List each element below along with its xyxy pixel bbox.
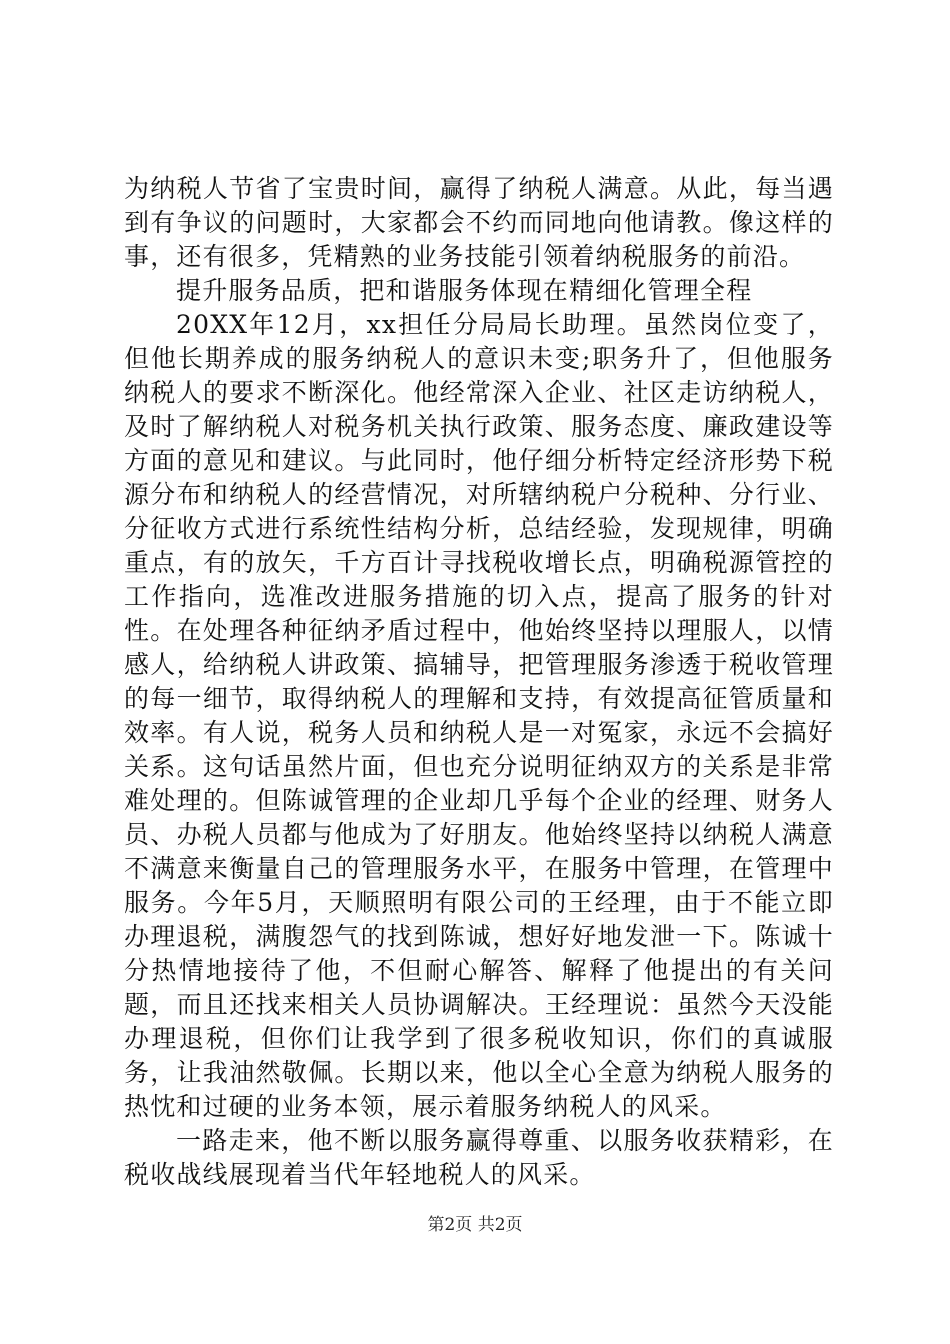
paragraph-closing: 一路走来，他不断以服务赢得尊重、以服务收获精彩，在税收战线展现着当代年轻地税人的风采。: [124, 1126, 834, 1189]
page-number-footer: 第2页 共2页: [427, 1215, 523, 1235]
paragraph-continuation: 为纳税人节省了宝贵时间，赢得了纳税人满意。从此，每当遇到有争议的问题时，大家都会不约而同地向他请教。像这样的事，还有很多，凭精熟的业务技能引领着纳税服务的前沿。: [124, 174, 834, 271]
document-body: [124, 172, 834, 1192]
section-heading: 提升服务品质，把和谐服务体现在精细化管理全程: [176, 276, 753, 305]
paragraph-main: 20XX年12月，xx担任分局局长助理。虽然岗位变了，但他长期养成的服务纳税人的意识未变;职务升了，但他服务纳税人的要求不断深化。他经常深入企业、社区走访纳税人，及时了解纳税人对税务机关执行政策、服务态度、廉政建设等方面的意见和建议。与此同时，他仔细分析特定经济形势下税源分布和纳税人的经营情况，对所辖纳税户分税种、分行业、分征收方式进行系统性结构分析，总结经验，发现规律，明确重点，有的放矢，千方百计寻找税收增长点，明确税源管控的工作指向，选准改进服务措施的切入点，提高了服务的针对性。在处理各种征纳矛盾过程中，他始终坚持以理服人，以情感人，给纳税人讲政策、搞辅导，把管理服务渗透于税收管理的每一细节，取得纳税人的理解和支持，有效提高征管质量和效率。有人说，税务人员和纳税人是一对冤家，永远不会搞好关系。这句话虽然片面，但也充分说明征纳双方的关系是非常难处理的。但陈诚管理的企业却几乎每个企业的经理、财务人员、办税人员都与他成为了好朋友。他始终坚持以纳税人满意不满意来衡量自己的管理服务水平，在服务中管理，在管理中服务。今年5月，天顺照明有限公司的王经理，由于不能立即办理退税，满腹怨气的找到陈诚，想好好地发泄一下。陈诚十分热情地接待了他，不但耐心解答、解释了他提出的有关问题，而且还找来相关人员协调解决。王经理说：虽然今天没能办理退税，但你们让我学到了很多税收知识，你们的真诚服务，让我油然敬佩。长期以来，他以全心全意为纳税人服务的热忱和过硬的业务本领，展示着服务纳税人的风采。: [124, 310, 834, 1121]
